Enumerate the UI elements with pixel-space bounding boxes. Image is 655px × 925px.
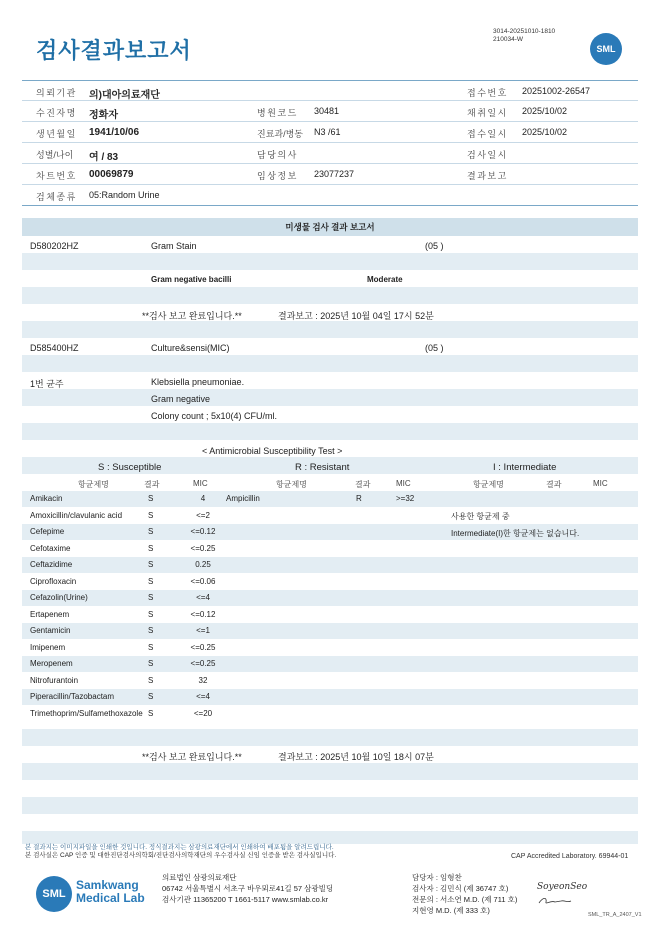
ast-result: S [148,593,154,602]
sex-age-label: 성별/나이 [36,150,74,160]
signer-4: 지현영 M.D. (제 333 호) [412,906,490,915]
ast-mic: <=0.12 [190,609,216,619]
gram-specimen: (05 ) [425,241,444,251]
result-report-label: 결과보고 [467,171,508,181]
ast-result: S [148,642,154,652]
col-mic-s: MIC [193,479,208,488]
culture-specimen: (05 ) [425,343,444,353]
ast-mic: <=1 [196,626,210,635]
ast-drug: Amoxicillin/clavulanic acid [30,510,123,520]
resistant-drug: Ampicillin [226,494,260,503]
ast-result: S [148,626,154,635]
section-title: 미생물 검사 결과 보고서 [22,218,638,236]
band [22,491,638,507]
signer-1: 담당자 : 임형찬 [412,873,462,882]
band [22,406,638,423]
col-result-i: 결과 [546,480,562,489]
ast-mic: 4 [200,494,206,503]
resistant-mic: >=32 [396,494,415,503]
hospital-code-value: 30481 [314,106,340,116]
sml-bottom-logo-icon: SML [36,876,72,912]
gram-amount: Moderate [367,275,403,284]
band [22,270,638,287]
specimen-label: 검체종류 [36,192,77,202]
band [22,338,638,355]
ast-drug: Ciprofloxacin [30,576,77,586]
band [22,729,638,746]
footer-note-1: 본 결과지는 이미지파일을 인쇄한 것입니다. 정식결과지는 삼광의료재단에서 인쇄하여 배포됨을 알려드립니다. [25,844,334,851]
dept-ward-label: 진료과/병동 [257,129,303,139]
brand-line-1: Samkwang [76,878,139,892]
footer-note-2: 본 검사실은 CAP 인증 및 대한진단검사의학회/진단검사의학재단의 우수검사실 신임 인증을 받은 검사실입니다. [25,852,337,859]
ast-mic: <=20 [193,708,213,718]
document-code-line1: 3014-20251010-1810 [493,28,556,35]
ast-mic: <=0.12 [190,527,216,536]
gram-test-code: D580202HZ [30,241,79,251]
resistant-legend: R : Resistant [295,462,350,473]
ast-drug: Amikacin [30,494,63,503]
band [22,831,638,844]
name-label: 수진자명 [36,108,77,118]
ast-result: S [148,560,154,569]
band [22,372,638,389]
ast-drug: Imipenem [30,642,66,652]
organism-gram: Gram negative [151,394,211,404]
col-mic-i: MIC [593,479,608,488]
ast-drug: Nitrofurantoin [30,675,79,685]
culture-test-name: Culture&sensi(MIC) [151,343,230,353]
report-time-1: 결과보고 : 2025년 10월 04일 17시 52분 [278,311,434,321]
ast-mic: 32 [198,675,208,685]
info-row [22,185,638,206]
brand-line-2: Medical Lab [76,891,145,905]
chart-no-label: 차트번호 [36,171,77,181]
col-drug-i: 항균제명 [473,480,504,489]
isolate-label: 1번 균주 [30,379,64,389]
col-mic-r: MIC [396,479,411,488]
ast-drug: Trimethoprim/Sulfamethoxazole [30,708,143,718]
lab-address [162,872,333,905]
test-date-label: 검사일시 [467,150,508,160]
susceptible-legend: S : Susceptible [98,462,162,473]
clinical-info-value: 23077237 [314,169,355,179]
band [22,423,638,440]
requesting-org-label: 의뢰기관 [36,88,77,98]
band [22,557,638,573]
signer-2: 검사자 : 김민식 (제 36747 호) [412,884,509,893]
ast-result: S [148,609,154,619]
ast-mic: <=0.25 [190,543,216,553]
info-row [22,164,638,185]
band [22,321,638,338]
specimen-value: 05:Random Urine [89,190,160,200]
info-row [22,101,638,122]
address-line-3: 검사기관 11365200 T 1661-5117 www.smlab.co.kr [162,895,329,904]
ast-drug: Cefepime [30,527,65,536]
ast-result: S [148,708,154,718]
address-line-2: 06742 서울특별시 서초구 바우뫼로41길 57 삼광빌딩 [162,884,334,893]
ast-title: < Antimicrobial Susceptibility Test > [202,446,343,456]
ast-drug: Ertapenem [30,609,70,619]
report-title: 검사결과보고서 [36,38,192,63]
col-result-r: 결과 [355,480,371,489]
sex-age-value: 여 / 83 [89,152,119,163]
ast-mic: <=0.25 [190,642,216,652]
ast-mic: <=4 [196,593,210,602]
signer-3: 전문의 : 서소연 M.D. (제 711 호) [412,895,518,904]
collection-date-label: 채취일시 [467,108,508,118]
col-drug-s: 항균제명 [78,480,109,489]
receipt-date-value: 2025/10/02 [522,127,568,137]
info-row [22,122,638,143]
address-line-1: 의료법인 삼광의료재단 [162,873,237,882]
col-result-s: 결과 [144,480,160,489]
ast-result: S [148,527,154,536]
dept-ward-value: N3 /61 [314,127,341,137]
receipt-no-value: 20251002-26547 [522,86,591,96]
band [22,590,638,606]
requesting-org-value: 의)대아의료재단 [89,90,160,101]
band [22,389,638,406]
band [22,287,638,304]
info-row [22,143,638,164]
ast-result: S [148,494,154,503]
band [22,355,638,372]
info-row [22,80,638,101]
ast-result: S [148,675,154,685]
ast-mic: <=0.06 [190,576,216,586]
signature-1: SoyeonSeo [537,882,588,892]
form-id: SML_TR_A_2407_V1 [588,912,642,918]
receipt-no-label: 접수번호 [467,88,508,98]
band [22,797,638,814]
organism-name: Klebsiella pneumoniae. [151,377,245,387]
colony-count: Colony count ; 5x10(4) CFU/ml. [151,411,278,421]
chart-no-value: 00069879 [89,169,134,180]
gram-result: Gram negative bacilli [151,275,232,284]
gram-test-name: Gram Stain [151,241,197,251]
ast-result: S [148,576,154,586]
signers [412,872,517,916]
footer-note [25,844,336,860]
name-value: 정화자 [89,110,118,121]
band [22,689,638,705]
ast-result: S [148,659,154,668]
band [22,763,638,780]
intermediate-note-1: 사용한 항균제 중 [451,512,510,521]
signature-2-icon [537,896,573,906]
report-complete-1: **검사 보고 완료입니다.** [142,311,242,321]
collection-date-value: 2025/10/02 [522,106,568,116]
resistant-result: R [356,494,362,503]
intermediate-note-2: Intermediate(I)한 항균제는 없습니다. [451,529,580,538]
brand-name [76,879,145,905]
culture-test-code: D585400HZ [30,343,79,353]
receipt-date-label: 접수일시 [467,129,508,139]
ast-drug: Meropenem [30,659,73,668]
ast-result: S [148,692,154,701]
ast-result: S [148,543,154,553]
ast-drug: Cefazolin(Urine) [30,593,88,602]
cap-accreditation: CAP Accredited Laboratory. 69944-01 [511,853,629,860]
ast-drug: Piperacillin/Tazobactam [30,692,115,701]
ast-result: S [148,510,154,520]
sml-logo-icon: SML [590,33,622,65]
band [22,236,638,253]
col-drug-r: 항균제명 [276,480,307,489]
band [22,656,638,672]
report-complete-2: **검사 보고 완료입니다.** [142,752,242,762]
ast-mic: <=4 [196,692,210,701]
hospital-code-label: 병원코드 [257,108,298,118]
dob-label: 생년월일 [36,129,77,139]
doctor-label: 담당의사 [257,150,298,160]
band [22,253,638,270]
ast-mic: 0.25 [195,560,211,569]
dob-value: 1941/10/06 [89,127,140,138]
report-time-2: 결과보고 : 2025년 10월 10일 18시 07분 [278,752,434,762]
clinical-info-label: 임상정보 [257,171,298,181]
ast-mic: <=2 [196,510,210,520]
band [22,623,638,639]
intermediate-legend: I : Intermediate [493,462,557,473]
ast-drug: Ceftazidime [30,560,73,569]
document-code [493,28,555,44]
ast-drug: Gentamicin [30,626,71,635]
ast-drug: Cefotaxime [30,543,71,553]
document-code-line2: 210034-W [493,36,523,43]
ast-mic: <=0.25 [190,659,216,668]
